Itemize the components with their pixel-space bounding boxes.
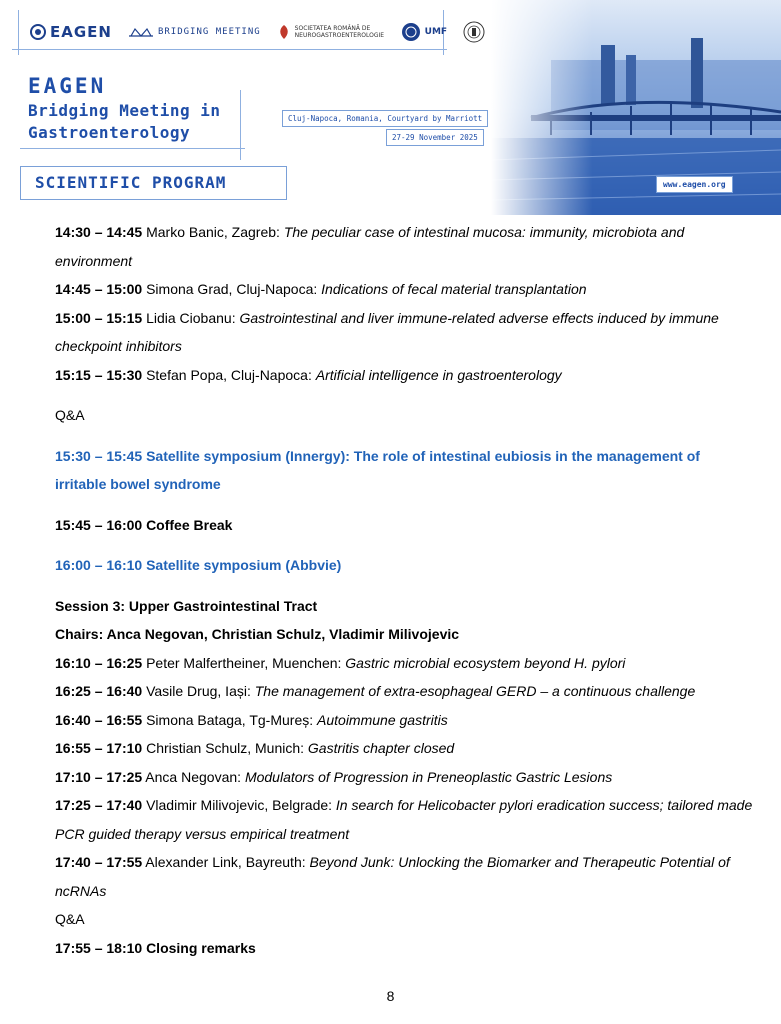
item-speaker: Vladimir Milivojevic, Belgrade: — [142, 797, 336, 813]
item-time: 17:10 – 17:25 — [55, 768, 143, 785]
eagen-logo-icon — [30, 24, 46, 40]
item-time: 16:25 – 16:40 — [55, 683, 143, 699]
qa-label: Q&A — [55, 407, 85, 423]
satellite-symposium-innergy: 15:30 – 15:45 Satellite symposium (Innergy): The role of intestinal eubiosis in the management of irritable bowel syndrome — [55, 447, 700, 492]
session3-title: Session 3: Upper Gastrointestinal Tract — [55, 597, 318, 614]
header-banner — [0, 0, 781, 215]
umf-logo — [401, 22, 447, 42]
item-title: Indications of fecal material transplantation — [321, 281, 587, 297]
session3-item-2 — [55, 677, 755, 706]
item-speaker: Vasile Drug, Iași: — [142, 683, 255, 699]
item-title: Modulators of Progression in Preneoplastic Gastric Lesions — [244, 768, 613, 785]
item-speaker: Peter Malfertheiner, Muenchen: — [142, 654, 346, 671]
logo-row — [30, 17, 485, 47]
session3-item-7 — [55, 848, 755, 905]
umf-seal-icon — [401, 22, 421, 42]
item-speaker: Simona Grad, Cluj-Napoca: — [142, 281, 322, 297]
closing-remarks-text: 17:55 – 18:10 Closing remarks — [55, 939, 256, 956]
dates-box: 27-29 November 2025 — [386, 129, 484, 146]
item-speaker: Simona Bataga, Tg-Mureș: — [142, 711, 318, 728]
brand-subtitle-line1: Bridging Meeting in — [28, 101, 221, 120]
scientific-program-box — [20, 166, 287, 200]
session3-chairs: Chairs: Anca Negovan, Christian Schulz, Vladimir Milivojevic — [55, 626, 460, 642]
coffee-break — [55, 511, 755, 540]
item-time: 15:00 – 15:15 — [55, 309, 143, 326]
program-item-1 — [55, 218, 755, 275]
qa-label-2: Q&A — [55, 911, 85, 927]
item-speaker: Marko Banic, Zagreb: — [142, 224, 284, 240]
srng-logo-text: SOCIETATEA ROMÂNĂ DE NEUROGASTROENTEROLOGIE — [294, 25, 385, 39]
item-speaker: Stefan Popa, Cluj-Napoca: — [142, 366, 316, 383]
eagen-logo-text: EAGEN — [50, 23, 112, 41]
program-item-3 — [55, 304, 755, 361]
item-time: 16:10 – 16:25 — [55, 654, 143, 671]
item-time: 17:25 – 17:40 — [55, 797, 143, 813]
session3-item-5 — [55, 763, 755, 792]
session3-item-6 — [55, 791, 755, 848]
eagen-logo — [30, 23, 112, 41]
item-speaker: Anca Negovan: — [142, 768, 245, 785]
item-time: 15:15 – 15:30 — [55, 366, 143, 383]
umf-logo-text: UMF — [424, 27, 448, 37]
session3-item-1 — [55, 649, 755, 678]
scientific-program-title: SCIENTIFIC PROGRAM — [35, 173, 227, 192]
item-title: Beyond Junk: Unlocking the Biomarker and Therapeutic Potential of ncRNAs — [55, 854, 730, 899]
srng-logo — [277, 24, 385, 40]
item-time: 14:30 – 14:45 — [55, 224, 143, 240]
brand-title: EAGEN — [28, 74, 107, 98]
item-title: In search for Helicobacter pylori eradication success; tailored made PCR guided therapy versus empirical treatment — [55, 797, 753, 842]
item-title: Gastrointestinal and liver immune-related adverse effects induced by immune checkpoint inhibitors — [55, 309, 719, 354]
item-speaker: Christian Schulz, Munich: — [142, 740, 308, 756]
coffee-break-text: 15:45 – 16:00 Coffee Break — [55, 516, 233, 533]
bridging-meeting-logo — [128, 25, 261, 39]
srng-logo-icon — [277, 24, 291, 40]
session3-item-4 — [55, 734, 755, 763]
item-title: The management of extra-esophageal GERD – a continuous challenge — [254, 683, 696, 699]
location-box: Cluj-Napoca, Romania, Courtyard by Marriott — [282, 110, 488, 127]
program-content — [55, 218, 755, 962]
session3-heading — [55, 592, 755, 621]
session3-chairs-line — [55, 620, 755, 649]
item-speaker: Alexander Link, Bayreuth: — [142, 854, 310, 870]
program-item-4 — [55, 361, 755, 390]
satellite-symposium-abbvie: 16:00 – 16:10 Satellite symposium (Abbvie) — [55, 557, 342, 573]
item-time: 16:55 – 17:10 — [55, 740, 143, 756]
university-crest-icon — [463, 21, 485, 43]
page-number: 8 — [386, 988, 395, 1004]
bridging-meeting-logo-text: BRIDGING MEETING — [157, 27, 261, 37]
item-speaker: Lidia Ciobanu: — [142, 309, 240, 326]
item-title: Autoimmune gastritis — [317, 711, 448, 728]
item-title: The peculiar case of intestinal mucosa: immunity, microbiota and environment — [55, 224, 685, 269]
item-time: 17:40 – 17:55 — [55, 854, 143, 870]
website-url[interactable]: www.eagen.org — [656, 176, 733, 193]
bridge-logo-icon — [128, 25, 154, 39]
brand-subtitle-line2: Gastroenterology — [28, 123, 191, 142]
item-title: Gastric microbial ecosystem beyond H. pylori — [345, 654, 626, 671]
closing-remarks — [55, 934, 755, 963]
item-time: 16:40 – 16:55 — [55, 711, 143, 728]
program-item-2 — [55, 275, 755, 304]
bridge-photo-image — [491, 0, 781, 215]
session3-item-3 — [55, 706, 755, 735]
item-title: Gastritis chapter closed — [307, 740, 455, 756]
item-title: Artificial intelligence in gastroenterology — [315, 366, 562, 383]
item-time: 14:45 – 15:00 — [55, 281, 143, 297]
